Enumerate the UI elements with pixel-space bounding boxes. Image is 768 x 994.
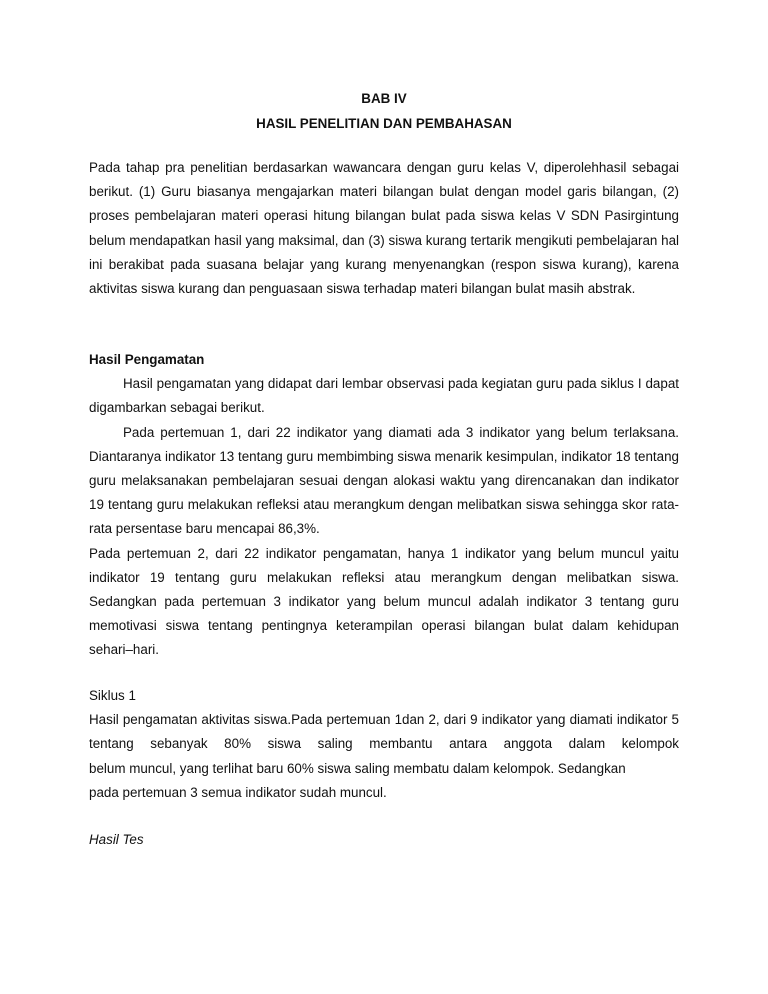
section-test (89, 828, 679, 852)
section-cycle (89, 684, 679, 805)
intro-paragraph (89, 156, 679, 301)
cycle-line-3: belum muncul, yang terlihat baru 60% siswa saling membatu dalam kelompok. Sedangkan (89, 760, 626, 776)
observation-paragraph-1: Hasil pengamatan yang didapat dari lembar observasi pada kegiatan guru pada siklus I dapat digambarkan sebagai berikut. (89, 376, 679, 416)
section-observation (89, 348, 679, 663)
cycle-heading: Siklus 1 (89, 688, 136, 703)
chapter-title: HASIL PENELITIAN DAN PEMBAHASAN (256, 116, 512, 131)
test-heading: Hasil Tes (89, 832, 144, 847)
observation-paragraph-3: Pada pertemuan 2, dari 22 indikator pengamatan, hanya 1 indikator yang belum muncul yaitu indikator 19 tentang guru melakukan refleksi atau merangkum dengan melibatkan siswa. Sedangkan pada pertemuan 3 indikator yang belum muncul adalah indikator 3 tentang guru memotivasi siswa tentang pentingnya keterampilan operasi bilangan bulat dalam kehidupan sehari–hari. (89, 545, 679, 658)
cycle-line-4: pada pertemuan 3 semua indikator sudah muncul. (89, 784, 387, 800)
chapter-number: BAB IV (361, 91, 407, 106)
intro-text: Pada tahap pra penelitian berdasarkan wawancara dengan guru kelas V, diperolehhasil sebagai berikut. (1) Guru biasanya mengajarkan materi bilangan bulat dengan model garis bilangan, (2) proses pembelajaran materi operasi hitung bilangan bulat pada siswa kelas V SDN Pasirgintung belum mendapatkan hasil yang maksimal, dan (3) siswa kurang tertarik mengikuti pembelajaran hal ini berakibat pada suasana belajar yang kurang menyenangkan (respon siswa kurang), karena aktivitas siswa kurang dan penguasaan siswa terhadap materi bilangan bulat masih abstrak. (89, 160, 679, 297)
observation-paragraph-2: Pada pertemuan 1, dari 22 indikator yang diamati ada 3 indikator yang belum terlaksana. Diantaranya indikator 13 tentang guru membimbing siswa menarik kesimpulan, indikator 18 tentang guru melaksanakan pembelajaran sesuai dengan alokasi waktu yang direncanakan dan indikator 19 tentang guru melakukan refleksi atau merangkum dengan melibatkan siswa sehingga skor rata-rata persentase baru mencapai 86,3%. (89, 424, 679, 537)
cycle-paragraph: Hasil pengamatan aktivitas siswa.Pada pertemuan 1dan 2, dari 9 indikator yang diamati indikator 5 tentang sebanyak 80% siswa saling membantu antara anggota dalam kelompok (89, 712, 679, 752)
observation-heading: Hasil Pengamatan (89, 352, 205, 367)
